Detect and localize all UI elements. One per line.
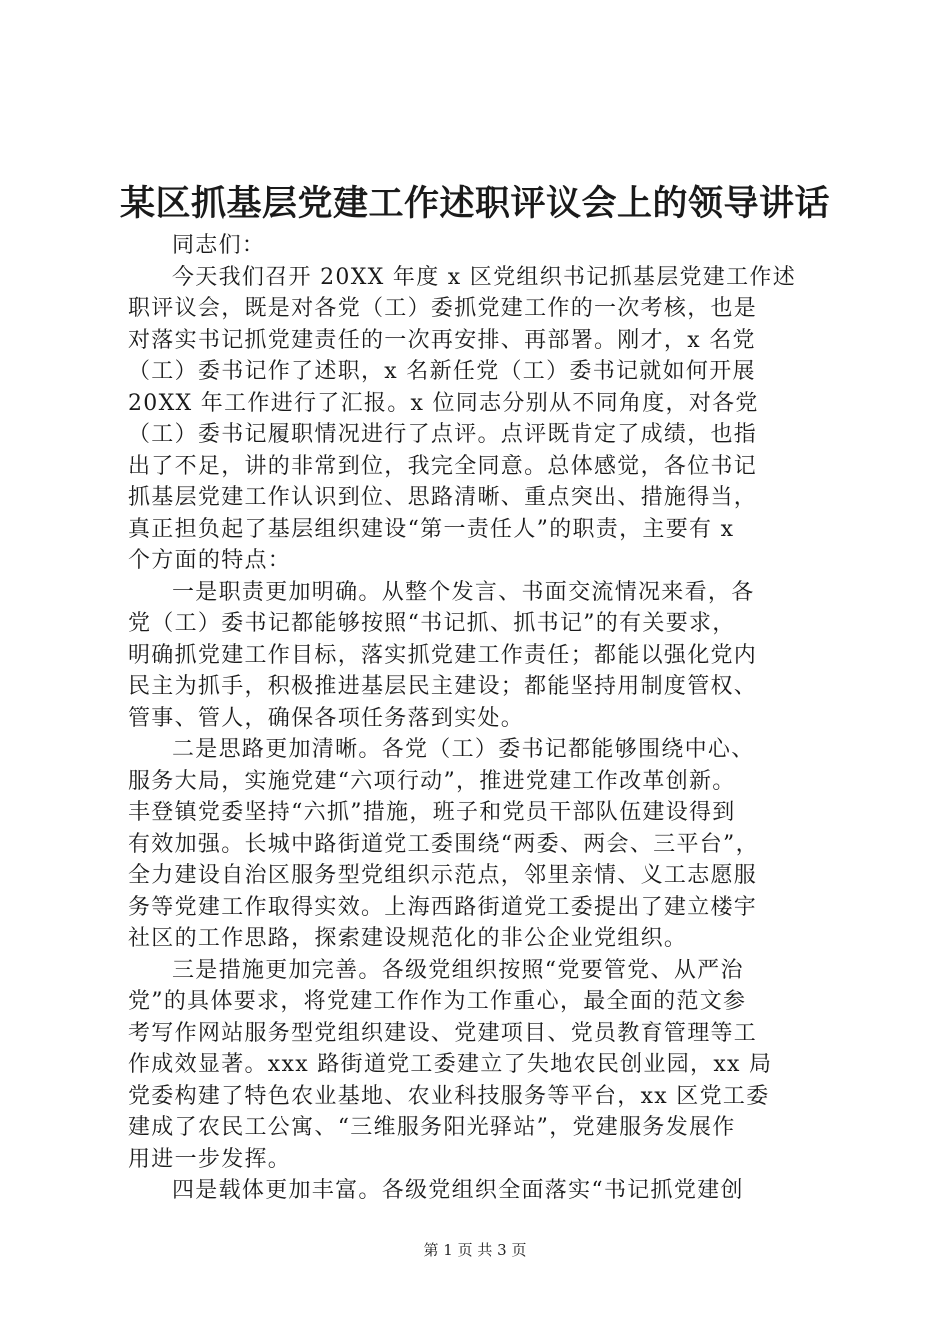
text-line: 务等党建工作取得实效。上海西路街道党工委提出了建立楼宇 (128, 894, 758, 920)
text-line: 一是职责更加明确。从整个发言、书面交流情况来看，各 (172, 579, 755, 605)
document-body (128, 230, 828, 1207)
text-line: 党委构建了特色农业基地、农业科技服务等平台，xx 区党工委 (128, 1083, 770, 1109)
text-line: 四是载体更加丰富。各级党组织全面落实“书记抓党建创 (172, 1178, 744, 1203)
text-line: 二是思路更加清晰。各党（工）委书记都能够围绕中心、 (172, 737, 755, 762)
text-line: 个方面的特点： (128, 548, 292, 573)
text-line: 真正担负起了基层组织建设“第一责任人”的职责，主要有 x (128, 516, 735, 542)
text-line: 同志们： (172, 233, 266, 258)
text-line: 今天我们召开 20XX 年度 x 区党组织书记抓基层党建工作述 (172, 264, 796, 290)
text-line: 用进一步发挥。 (128, 1146, 292, 1172)
text-line: 社区的工作思路，探索建设规范化的非公企业党组织。 (128, 926, 688, 951)
text-line: 党”的具体要求，将党建工作作为工作重心，最全面的范文参 (128, 989, 747, 1014)
text-line: 全力建设自治区服务型党组织示范点，邻里亲情、义工志愿服 (128, 863, 758, 888)
text-line: （工）委书记履职情况进行了点评。点评既肯定了成绩，也指 (128, 422, 758, 447)
text-line: 有效加强。长城中路街道党工委围绕“两委、两会、三平台”， (128, 831, 759, 857)
text-line: 职评议会，既是对各党（工）委抓党建工作的一次考核，也是 (128, 296, 758, 321)
page-footer: 第 1 页 共 3 页 (423, 1241, 527, 1259)
text-line: 服务大局，实施党建“六项行动”，推进党建工作改革创新。 (128, 768, 736, 794)
text-line: 考写作网站服务型党组织建设、党建项目、党员教育管理等工 (128, 1020, 758, 1046)
text-line: 出了不足，讲的非常到位，我完全同意。总体感觉，各位书记 (128, 453, 758, 479)
text-line: 管事、管人，确保各项任务落到实处。 (128, 705, 525, 731)
text-line: 民主为抓手，积极推进基层民主建设；都能坚持用制度管权、 (128, 674, 758, 699)
text-line: 建成了农民工公寓、“三维服务阳光驿站”，党建服务发展作 (128, 1115, 736, 1140)
text-line: 抓基层党建工作认识到位、思路清晰、重点突出、措施得当， (128, 485, 758, 510)
text-line: 20XX 年工作进行了汇报。x 位同志分别从不同角度，对各党 (128, 390, 759, 416)
text-line: 作成效显著。xxx 路街道党工委建立了失地农民创业园，xx 局 (128, 1052, 773, 1077)
text-line: （工）委书记作了述职，x 名新任党（工）委书记就如何开展 (128, 359, 756, 384)
text-line: 明确抓党建工作目标，落实抓党建工作责任；都能以强化党内 (128, 642, 758, 668)
text-line: 三是措施更加完善。各级党组织按照“党要管党、从严治 (172, 957, 744, 983)
text-line: 党（工）委书记都能够按照“书记抓、抓书记”的有关要求， (128, 611, 736, 636)
text-line: 丰登镇党委坚持“六抓”措施，班子和党员干部队伍建设得到 (128, 800, 736, 825)
document-title: 某区抓基层党建工作述职评议会上的领导讲话 (119, 183, 830, 224)
text-line: 对落实书记抓党建责任的一次再安排、再部署。刚才，x 名党 (128, 327, 756, 353)
